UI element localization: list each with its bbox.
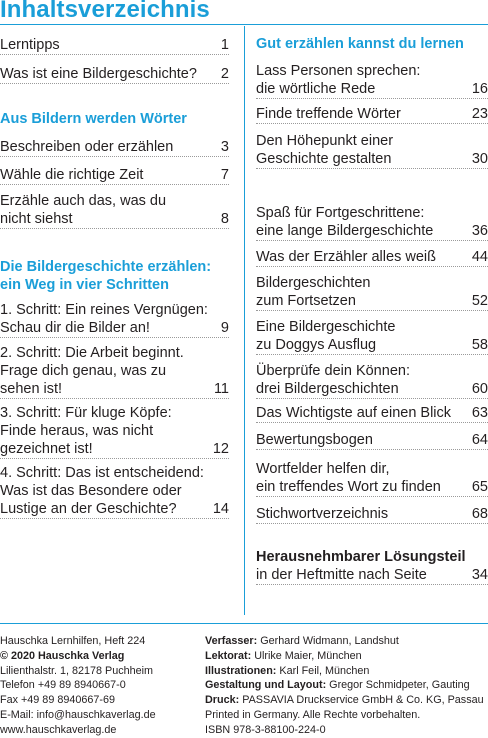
toc-entry[interactable]: Spaß für Fortgeschrittene: eine lange Bildergeschichte 36: [256, 205, 488, 239]
toc-entry[interactable]: 4. Schritt: Das ist entscheidend: Was ist das Besondere oder Lustige an der Geschichte? 14: [0, 465, 229, 517]
section-heading: Die Bildergeschichte erzählen:: [0, 259, 212, 275]
section-heading: Aus Bildern werden Wörter: [0, 111, 187, 127]
loesungsteil-entry[interactable]: Herausnehmbarer Lösungsteil in der Heftmitte nach Seite 34: [256, 549, 488, 583]
website-link[interactable]: www.hauschkaverlag.de: [0, 723, 117, 736]
toc-entry[interactable]: Was ist eine Bildergeschichte? 2: [0, 66, 229, 82]
header-rule: [0, 24, 488, 25]
column-divider: [244, 26, 245, 615]
page-number: 8: [218, 210, 229, 228]
toc-entry[interactable]: Den Höhepunkt einer Geschichte gestalten 30: [256, 133, 488, 167]
page-number: 1: [218, 36, 229, 54]
page-number: 52: [469, 292, 488, 310]
page-number: 60: [469, 380, 488, 398]
toc-entry[interactable]: Eine Bildergeschichte zu Doggys Ausflug 58: [256, 319, 488, 353]
toc-entry[interactable]: Das Wichtigste auf einen Blick 63: [256, 405, 488, 421]
imprint-publisher: Hauschka Lernhilfen, Heft 224 © 2020 Hauschka Verlag Lilienthalstr. 1, 82178 Puchheim Telefon +49 89 8940667-0 Fax +49 89 8940667-69 E-Mail: info@hauschkaverlag.de www.hauschkaverlag.de: [0, 634, 240, 738]
toc-entry[interactable]: Wähle die richtige Zeit 7: [0, 167, 229, 183]
toc-entry[interactable]: Bildergeschichten zum Fortsetzen 52: [256, 275, 488, 309]
page-number: 23: [469, 105, 488, 123]
toc-entry[interactable]: Beschreiben oder erzählen 3: [0, 139, 229, 155]
toc-entry[interactable]: Überprüfe dein Können: drei Bildergeschichten 60: [256, 363, 488, 397]
footer-rule: [0, 623, 488, 624]
imprint-credits: Verfasser: Gerhard Widmann, Landshut Lektorat: Ulrike Maier, München Illustrationen: Karl Feil, München Gestaltung und Layout: Gregor Schmidpeter, Gauting Druck: PASSAVIA Druckservice GmbH & Co. KG, Passau Printed in Germany. Alle Rechte vorbehalten. ISBN 978-3-88100-224-0: [205, 635, 484, 736]
toc-entry[interactable]: Was der Erzähler alles weiß 44: [256, 249, 488, 265]
page-number: 68: [469, 505, 488, 523]
page-number: 30: [469, 150, 488, 168]
section-heading: Gut erzählen kannst du lernen: [256, 36, 464, 52]
page-number: 7: [218, 166, 229, 184]
page-number: 65: [469, 478, 488, 496]
page-number: 34: [469, 566, 488, 584]
toc-entry[interactable]: Bewertungsbogen 64: [256, 432, 488, 448]
page-number: 12: [210, 440, 229, 458]
email-link[interactable]: E-Mail: info@hauschkaverlag.de: [0, 708, 156, 721]
page-number: 9: [218, 319, 229, 337]
toc-entry[interactable]: 2. Schritt: Die Arbeit beginnt. Frage dich genau, was zu sehen ist! 11: [0, 345, 229, 397]
page-number: 3: [218, 138, 229, 156]
section-heading: ein Weg in vier Schritten: [0, 277, 169, 293]
page-number: 63: [469, 404, 488, 422]
page-number: 36: [469, 222, 488, 240]
page-number: 64: [469, 431, 488, 449]
toc-entry[interactable]: Lerntipps 1: [0, 37, 229, 53]
toc-entry[interactable]: Lass Personen sprechen: die wörtliche Rede 16: [256, 63, 488, 97]
page-number: 14: [210, 500, 229, 518]
toc-entry[interactable]: Stichwortverzeichnis 68: [256, 506, 488, 522]
page-number: 2: [218, 65, 229, 83]
page-number: 44: [469, 248, 488, 266]
page-number: 58: [469, 336, 488, 354]
toc-entry[interactable]: Wortfelder helfen dir, ein treffendes Wort zu finden 65: [256, 461, 488, 495]
page-number: 11: [211, 380, 229, 398]
page-title: Inhaltsverzeichnis: [0, 0, 210, 23]
page-number: 16: [469, 80, 488, 98]
toc-entry[interactable]: 3. Schritt: Für kluge Köpfe: Finde heraus, was nicht gezeichnet ist! 12: [0, 405, 229, 457]
toc-entry[interactable]: 1. Schritt: Ein reines Vergnügen: Schau dir die Bilder an! 9: [0, 302, 229, 336]
toc-entry[interactable]: Finde treffende Wörter 23: [256, 106, 488, 122]
toc-entry[interactable]: Erzähle auch das, was du nicht siehst 8: [0, 193, 229, 227]
